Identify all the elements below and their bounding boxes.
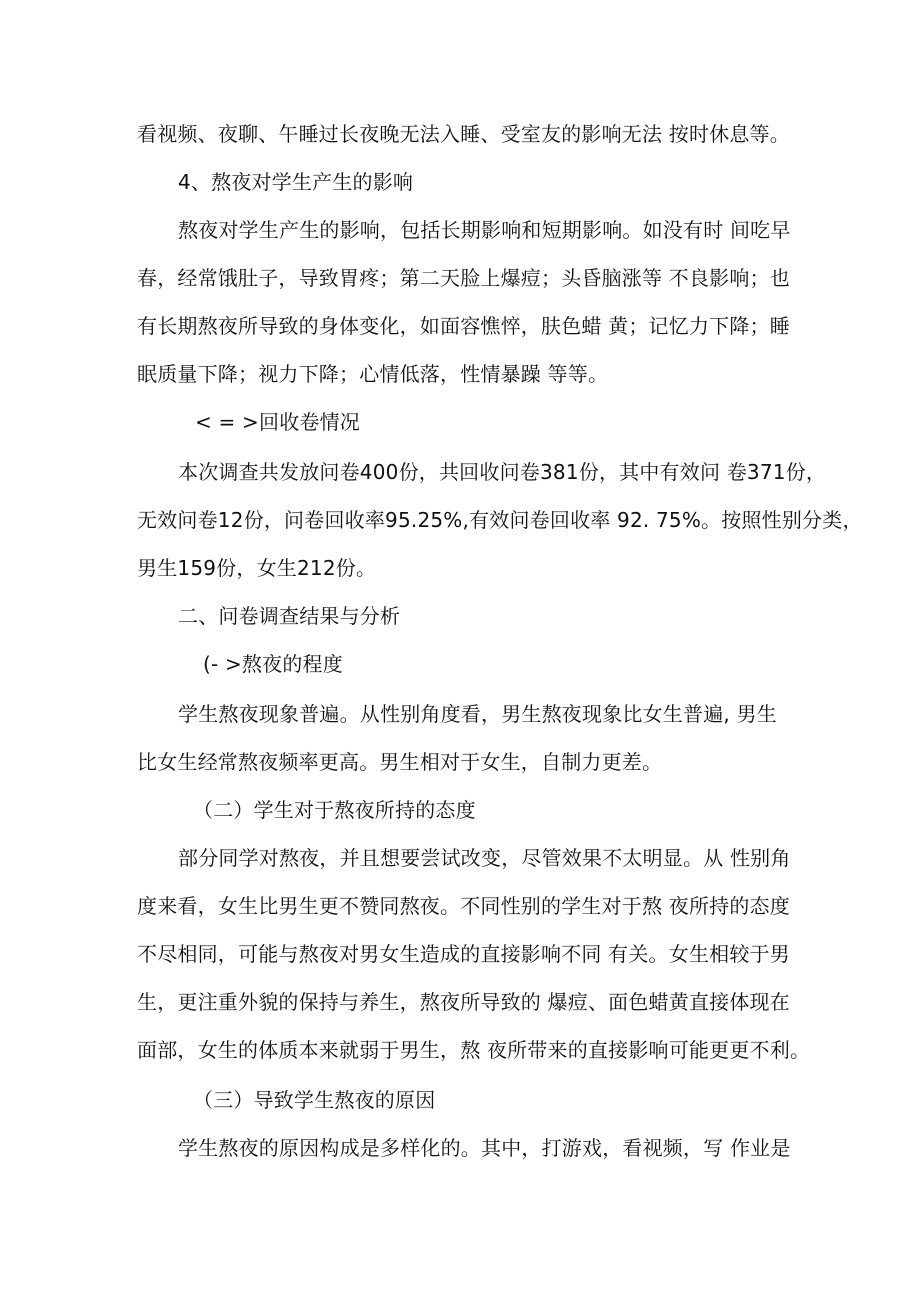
text-line: 学生熬夜现象普遍。从性别角度看，男生熬夜现象比女生普遍, 男生 — [178, 702, 777, 726]
text-line: 生，更注重外貌的保持与养生，熬夜所导致的 爆痘、面色蜡黄直接体现在 — [137, 990, 790, 1014]
section-heading: 二、问卷调查结果与分析 — [178, 604, 401, 628]
text-line: 面部，女生的体质本来就弱于男生，熬 夜所带来的直接影响可能更更不利。 — [137, 1038, 811, 1062]
section-heading: 4、熬夜对学生产生的影响 — [178, 170, 414, 194]
text-line: 度来看，女生比男生更不赞同熬夜。不同性别的学生对于熬 夜所持的态度 — [137, 894, 790, 918]
text-line: 春，经常饿肚子，导致胃疼；第二天脸上爆痘；头昏脑涨等 不良影响；也 — [137, 266, 790, 290]
text-line: 不尽相同，可能与熬夜对男女生造成的直接影响不同 有关。女生相较于男 — [137, 942, 790, 966]
text-line: 看视频、夜聊、午睡过长夜晚无法入睡、受室友的影响无法 按时休息等。 — [137, 122, 790, 146]
text-line: 无效问卷12份，问卷回收率95.25%,有效问卷回收率 92. 75%。按照性别分类， — [137, 508, 863, 532]
subsection-heading: （三）导致学生熬夜的原因 — [193, 1088, 436, 1112]
text-line: 本次调查共发放问卷400份，共回收问卷381份，其中有效问 卷371份， — [178, 460, 827, 484]
text-line: 部分同学对熬夜，并且想要尝试改变，尽管效果不太明显。从 性别角 — [178, 846, 791, 870]
text-line: 熬夜对学生产生的影响，包括长期影响和短期影响。如没有时 间吃早 — [178, 218, 791, 242]
section-heading: < = >回收卷情况 — [195, 410, 360, 434]
text-line: 男生159份，女生212份。 — [137, 556, 377, 580]
subsection-heading: (- >熬夜的程度 — [203, 652, 343, 676]
text-line: 眠质量下降；视力下降；心情低落，性情暴躁 等等。 — [137, 362, 609, 386]
text-line: 学生熬夜的原因构成是多样化的。其中，打游戏，看视频，写 作业是 — [178, 1136, 791, 1160]
text-line: 比女生经常熬夜频率更高。男生相对于女生，自制力更差。 — [137, 750, 663, 774]
text-line: 有长期熬夜所导致的身体变化，如面容憔悴，肤色蜡 黄；记忆力下降；睡 — [137, 314, 790, 338]
subsection-heading: （二）学生对于熬夜所持的态度 — [193, 798, 476, 822]
